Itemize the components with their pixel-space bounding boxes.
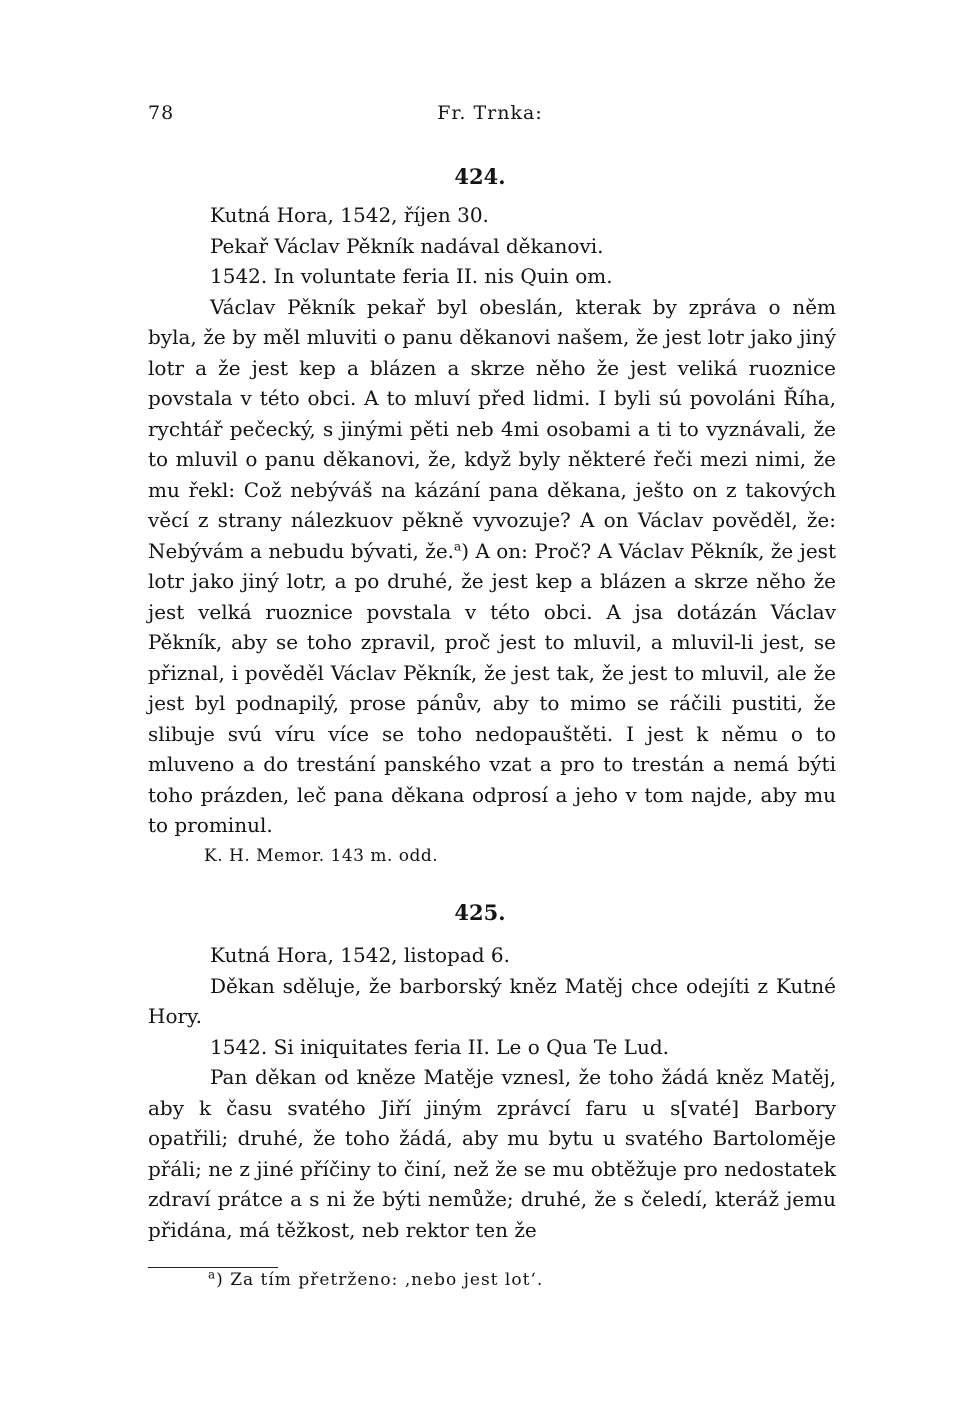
source-reference: K. H. Memor. 143 m. odd. [204, 845, 439, 866]
document-summary: Děkan sděluje, že barborský kněz Matěj chce odejíti z Kutné Hory. [148, 973, 836, 1028]
footnote-text: ) Za tím přetrženo: ‚nebo jest lot‘. [216, 1270, 544, 1290]
footnote-marker: a [208, 1267, 217, 1282]
footnote [208, 1267, 544, 1290]
footnote-reference: a [454, 538, 462, 553]
running-head: Fr. Trnka: [437, 102, 543, 124]
page-header [148, 102, 832, 132]
place-date: Kutná Hora, 1542, říjen 30. [210, 203, 489, 227]
page-number: 78 [148, 102, 175, 124]
document-dating: 1542. In voluntate feria II. nis Quin om. [210, 264, 613, 288]
document-number: 425. [454, 900, 506, 925]
document-dating: 1542. Si iniquitates feria II. Le o Qua Te Lud. [210, 1034, 670, 1059]
document-body [148, 292, 836, 841]
document-body: Pan děkan od kněze Matěje vznesl, že toho žádá kněz Matěj, aby k času svatého Jiří jiným zprávcí faru u s[vaté] Barbory opatřili; druhé, že toho žádá, aby mu bytu u svatého Bartoloměje přáli; ne z jiné příčiny to činí, než že se mu obtěžuje pro nedostatek zdraví prátce a s ni že býti nemůže; druhé, že s čeledí, kteráž jemu přidána, má těžkost, neb rektor ten že [148, 1065, 836, 1242]
document-425 [148, 940, 836, 1245]
document-summary: Pekař Václav Pěkník nadával děkanovi. [210, 233, 604, 258]
document-number: 424. [454, 164, 506, 189]
body-text-after-note: ) A on: Proč? A Václav Pěkník, že jest lotr jako jiný lotr, a po druhé, že jest kep a blázen a skrze něho že jest velká ruoznice povstala v této obci. A jsa dotázán Václav Pěkník, aby se toho zpravil, proč jest to mluvil, a mluvil-li jest, se přiznal, i pověděl Václav Pěkník, že jest tak, že jest to mluvil, ale že jest byl podnapilý, prose pánův, aby to mimo se ráčili pustiti, že slibuje svú víru více se toho nedopauštěti. I jest k němu o to mluveno a do trestání panského vzat a pro to trestán a nemá býti toho prázden, leč pana děkana odprosí a jeho v tom najde, aby mu to prominul. [148, 538, 836, 837]
document-424 [148, 200, 836, 871]
place-date: Kutná Hora, 1542, listopad 6. [210, 943, 510, 967]
body-text-before-note: Václav Pěkník pekař byl obeslán, kterak by zpráva o něm byla, že by měl mluviti o panu děkanovi našem, že jest lotr jako jiný lotr a že jest kep a blázen a skrze něho že jest veliká ruoznice povstala v této obci. A to mluví před lidmi. I byli sú povoláni Říha, rychtář pečecký, s jinými pěti neb 4mi osobami a ti to vyznávali, že to mluvil o panu děkanovi, že, když byly některé řeči mezi nimi, že mu řekl: Což nebýváš na kázání pana děkana, ješto on z takových věcí z strany nálezkuov pěkně vyvozuje? A on Václav pověděl, že: Nebývám a nebudu bývati, že. [148, 294, 836, 563]
